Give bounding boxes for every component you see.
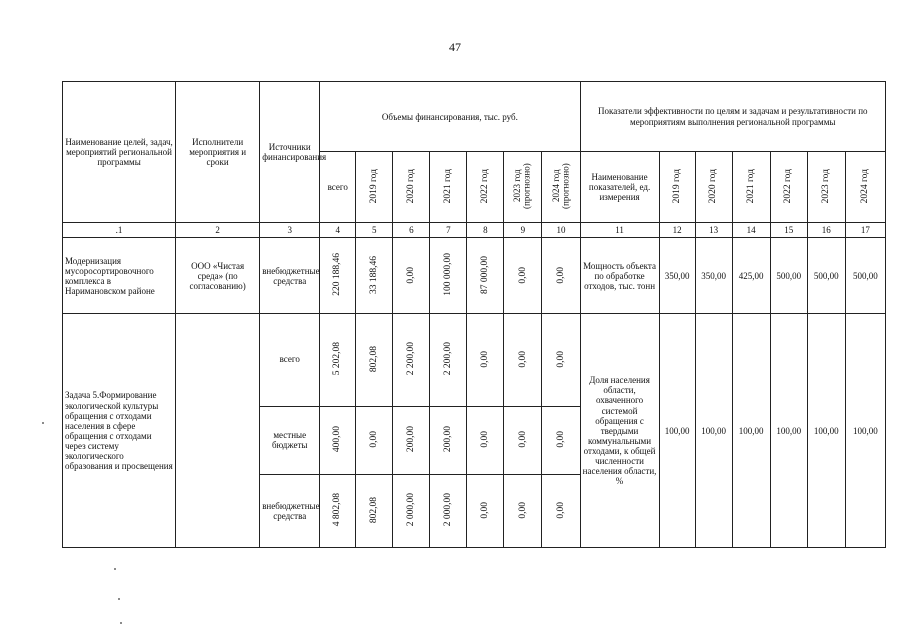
fin-2020: 200,00: [393, 406, 430, 474]
fin-2020: 0,00: [393, 238, 430, 314]
header-ind-2022: 2022 год: [770, 152, 807, 223]
fin-2022: 87 000,00: [467, 238, 504, 314]
fin-2020: 2 000,00: [393, 474, 430, 547]
col-number: 17: [845, 223, 885, 238]
scan-speck: [120, 622, 122, 624]
fin-2021: 200,00: [430, 406, 467, 474]
page-number: 47: [449, 40, 461, 54]
fin-2024: 0,00: [542, 314, 580, 406]
financing-source: местные бюджеты: [260, 406, 320, 474]
col-number: 16: [807, 223, 845, 238]
table-row: [63, 238, 886, 314]
task-executor: [176, 314, 260, 548]
fin-2024: 0,00: [542, 406, 580, 474]
col-number: 7: [430, 223, 467, 238]
financing-source: внебюджетные средства: [260, 238, 320, 314]
fin-2021: 100 000,00: [430, 238, 467, 314]
indicator-value: 500,00: [807, 238, 845, 314]
col-number: 13: [695, 223, 732, 238]
indicator-value: 100,00: [732, 314, 770, 548]
col-number: 11: [580, 223, 659, 238]
indicator-name: Мощность объекта по обработке отходов, тыс. тонн: [580, 238, 659, 314]
fin-2021: 2 000,00: [430, 474, 467, 547]
col-number: 3: [260, 223, 320, 238]
scan-speck: [114, 568, 116, 570]
col-number: .1: [63, 223, 176, 238]
task-name: Задача 5.Формирование экологической культуры обращения с отходами населения в сфере обращения с отходами через систему экологического образования и просвещения: [63, 314, 176, 548]
col-number: 15: [770, 223, 807, 238]
indicator-value: 500,00: [845, 238, 885, 314]
header-indicator-name: Наименование показателей, ед. измерения: [580, 152, 659, 223]
header-fin-2021: 2021 год: [430, 152, 467, 223]
header-ind-2024: 2024 год: [845, 152, 885, 223]
indicator-value: 100,00: [845, 314, 885, 548]
col-number: 8: [467, 223, 504, 238]
measure-executor: ООО «Чистая среда» (по согласованию): [176, 238, 260, 314]
fin-2023: 0,00: [504, 314, 542, 406]
fin-2019: 802,08: [356, 314, 393, 406]
fin-2019: 802,08: [356, 474, 393, 547]
header-fin-2022: 2022 год: [467, 152, 504, 223]
col-number: 6: [393, 223, 430, 238]
col-number: 10: [542, 223, 580, 238]
header-fin-2024: 2024 год (прогнозно): [542, 152, 580, 223]
financing-source: внебюджетные средства: [260, 474, 320, 547]
fin-total: 4 802,08: [320, 474, 356, 547]
col-number: 12: [659, 223, 695, 238]
fin-2022: 0,00: [467, 406, 504, 474]
header-executors: Исполнители мероприятия и сроки: [176, 82, 260, 223]
header-ind-2019: 2019 год: [659, 152, 695, 223]
fin-2023: 0,00: [504, 474, 542, 547]
fin-total: 400,00: [320, 406, 356, 474]
col-number: 14: [732, 223, 770, 238]
header-ind-2020: 2020 год: [695, 152, 732, 223]
fin-total: 220 188,46: [320, 238, 356, 314]
header-fin-2019: 2019 год: [356, 152, 393, 223]
col-number: 9: [504, 223, 542, 238]
fin-total: 5 202,08: [320, 314, 356, 406]
header-fin-2023: 2023 год (прогнозно): [504, 152, 542, 223]
indicator-value: 100,00: [695, 314, 732, 548]
header-goals: Наименование целей, задач, мероприятий региональной программы: [63, 82, 176, 223]
header-ind-2021: 2021 год: [732, 152, 770, 223]
financing-source: всего: [260, 314, 320, 406]
header-indicators: Показатели эффективности по целям и задачам и результативности по мероприятиям выполнения региональной программы: [580, 82, 885, 152]
fin-2021: 2 200,00: [430, 314, 467, 406]
scan-speck: [42, 422, 44, 424]
header-fin-2020: 2020 год: [393, 152, 430, 223]
col-number: 2: [176, 223, 260, 238]
fin-2024: 0,00: [542, 474, 580, 547]
header-source: Источники финансирования: [260, 82, 320, 223]
fin-2023: 0,00: [504, 238, 542, 314]
header-fin-total: всего: [320, 152, 356, 223]
fin-2019: 0,00: [356, 406, 393, 474]
indicator-value: 425,00: [732, 238, 770, 314]
header-financing: Объемы финансирования, тыс. руб.: [320, 82, 580, 152]
header-ind-2023: 2023 год: [807, 152, 845, 223]
fin-2024: 0,00: [542, 238, 580, 314]
table-row: [63, 314, 886, 406]
col-number: 5: [356, 223, 393, 238]
measure-name: Модернизация мусоросортировочного комплекса в Наримановском районе: [63, 238, 176, 314]
indicator-value: 100,00: [659, 314, 695, 548]
program-table: [62, 81, 886, 548]
column-number-row: [63, 223, 886, 238]
indicator-name: Доля населения области, охваченного системой обращения с твердыми коммунальными отходами, к общей численности населения области, %: [580, 314, 659, 548]
indicator-value: 100,00: [807, 314, 845, 548]
indicator-value: 500,00: [770, 238, 807, 314]
fin-2019: 33 188,46: [356, 238, 393, 314]
fin-2023: 0,00: [504, 406, 542, 474]
indicator-value: 100,00: [770, 314, 807, 548]
indicator-value: 350,00: [659, 238, 695, 314]
fin-2020: 2 200,00: [393, 314, 430, 406]
fin-2022: 0,00: [467, 314, 504, 406]
indicator-value: 350,00: [695, 238, 732, 314]
col-number: 4: [320, 223, 356, 238]
scan-speck: [118, 598, 120, 600]
fin-2022: 0,00: [467, 474, 504, 547]
